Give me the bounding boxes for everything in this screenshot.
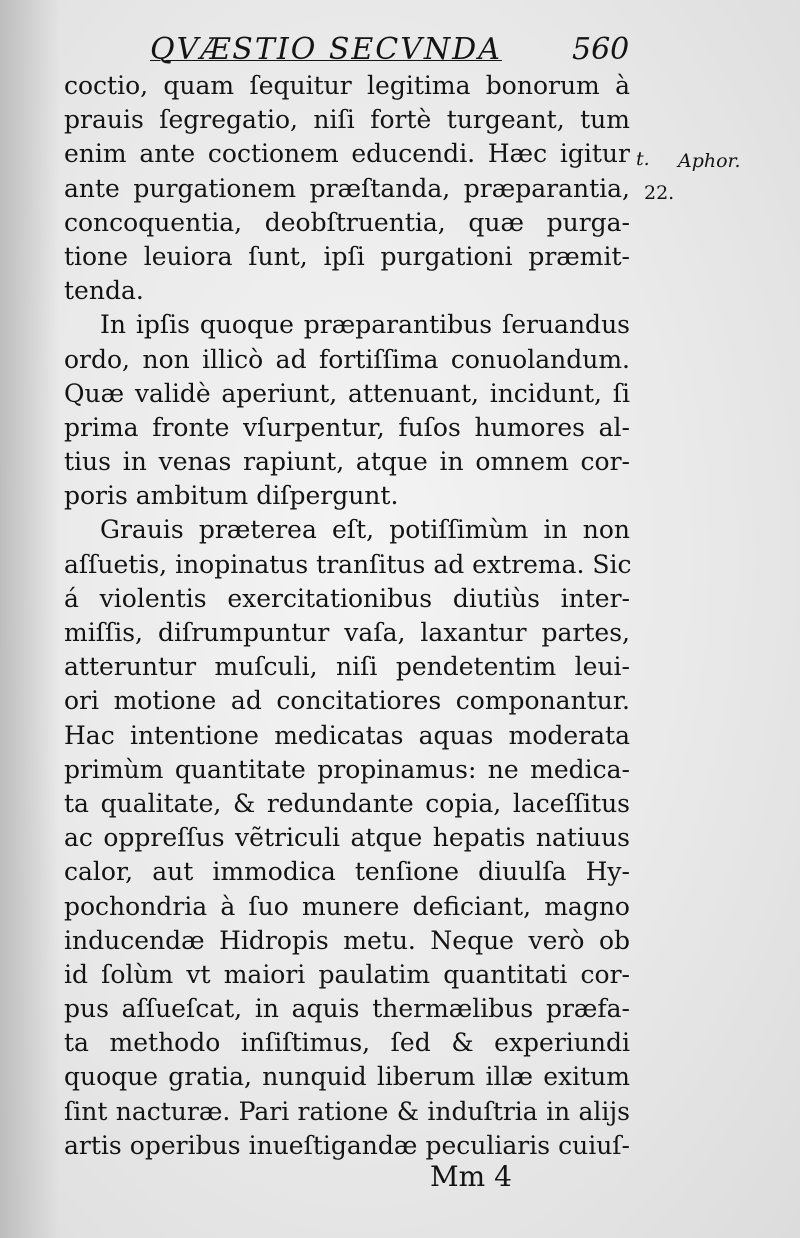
page-number: 560 [572,32,630,67]
text-line: tenda. [64,276,144,306]
text-line: poris ambitum diſpergunt. [64,481,399,511]
text-line: miſſis, diſrumpuntur vaſa, laxantur partes, [64,618,630,647]
text-line: ſint nacturæ. Pari ratione & induſtria in alijs [64,1096,630,1126]
page-header [140,28,640,72]
text-line: ori motione ad concitatiores componantur. [64,686,630,716]
paragraph-first-line: In ipſis quoque præparantibus ſeruandus [100,310,630,340]
body-text [64,69,630,1163]
text-line: ta qualitate, & redundante copia, laceſſitus [64,788,630,818]
text-line: pus aſſueſcat, in aquis thermælibus præfa- [64,994,630,1024]
text-line: Quæ validè aperiunt, attenuant, incidunt, ſi [64,378,630,408]
text-line: ante purgationem præſtanda, præparantia, [64,173,630,203]
text-line: quoque gratia, nunquid liberum illæ exitum [64,1062,630,1092]
text-line: ta methodo inſiſtimus, ſed & experiundi [64,1028,630,1058]
text-line: aſſuetis, inopinatus tranſitus ad extrema. Sic [64,549,632,579]
text-line: id ſolùm vt maiori paulatim quantitati cor- [64,959,630,989]
running-title: QVÆSTIO SECVNDA [150,32,502,67]
text-line: primùm quantitate propinamus: ne medica- [64,754,630,784]
text-line: concoquentia, deobſtruentia, quæ purga- [64,207,630,237]
text-line: inducendæ Hidropis metu. Neque verò ob [64,925,630,955]
text-line: coctio, quam ſequitur legitima bonorum à [64,71,630,100]
text-line: Hac intentione medicatas aquas moderata [64,720,630,750]
text-line: artis operibus inueſtigandæ peculiaris cuiuſ- [64,1130,630,1160]
margin-note-ref-number: 22. [644,182,675,204]
paragraph-first-line: Grauis præterea eſt, potiſſimùm in non [100,515,630,545]
margin-note-ref: t. [636,148,650,170]
text-line: prauis ſegregatio, niſi fortè turgeant, tum [64,105,630,135]
text-line: tius in venas rapiunt, atque in omnem cor- [64,447,630,477]
page-edge-shadow [0,0,60,1238]
margin-note: Aphor. [678,150,741,172]
text-line: pochondria à ſuo munere deficiant, magno [64,891,630,921]
signature-mark: Mm 4 [430,1160,512,1193]
text-line: calor, aut immodica tenſione diuulſa Hy- [64,857,630,887]
text-line: prima fronte vſurpentur, fuſos humores al- [64,412,630,442]
text-line: ordo, non illicò ad fortiſſima conuolandum. [64,344,630,374]
text-line: á violentis exercitationibus diutiùs inter- [64,583,630,613]
text-line: atteruntur muſculi, niſi pendetentim leui- [64,652,630,682]
text-line: ac oppreſſus vẽtriculi atque hepatis natiuus [64,823,630,853]
text-line: enim ante coctionem educendi. Hæc igitur [64,139,630,169]
text-line: tione leuiora ſunt, ipſi purgationi præmit- [64,241,630,271]
